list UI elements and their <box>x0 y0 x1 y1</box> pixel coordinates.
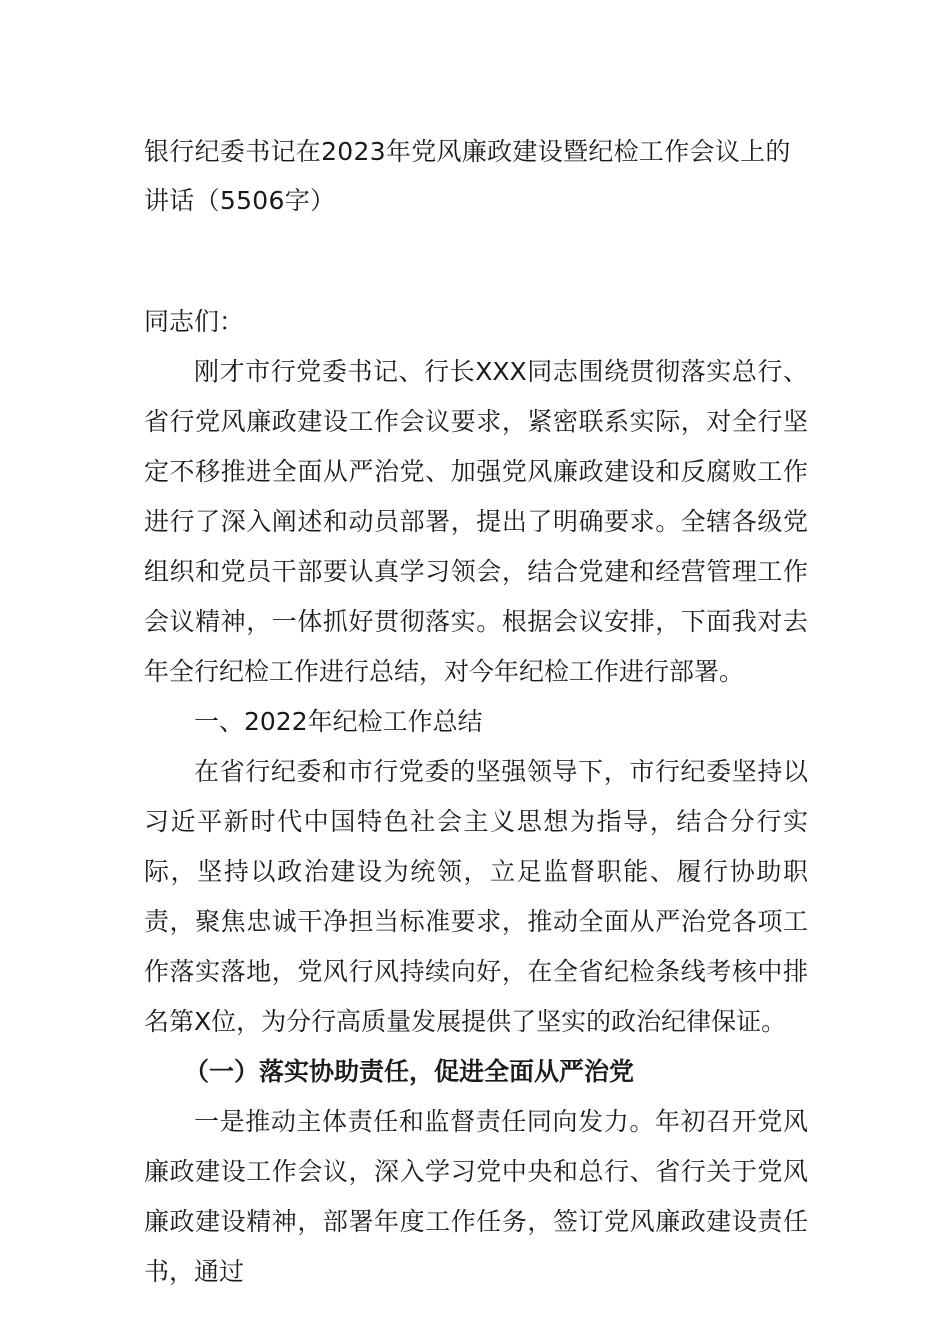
salutation: 同志们： <box>144 307 245 336</box>
document-body <box>144 127 808 1297</box>
section-paragraph: 在省行纪委和市行党委的坚强领导下，市行纪委坚持以习近平新时代中国特色社会主义思想为指导，结合分行实际，坚持以政治建设为统领，立足监督职能、履行协助职责，聚焦忠诚干净担当标准要求，推动全面从严治党各项工作落实落地，党风行风持续向好，在全省纪检条线考核中排名第X位，为分行高质量发展提供了坚实的政治纪律保证。 <box>144 757 808 1036</box>
subsection-heading: （一）落实协助责任，促进全面从严治党 <box>184 1057 635 1086</box>
document-title: 银行纪委书记在2023年党风廉政建设暨纪检工作会议上的讲话（5506字） <box>144 137 791 215</box>
section-heading-summary: 一、2022年纪检工作总结 <box>194 707 483 736</box>
subsection-paragraph: 一是推动主体责任和监督责任同向发力。年初召开党风廉政建设工作会议，深入学习党中央和总行、省行关于党风廉政建设精神，部署年度工作任务，签订党风廉政建设责任书，通过 <box>144 1107 808 1286</box>
intro-paragraph: 刚才市行党委书记、行长XXX同志围绕贯彻落实总行、省行党风廉政建设工作会议要求，紧密联系实际，对全行坚定不移推进全面从严治党、加强党风廉政建设和反腐败工作进行了深入阐述和动员部署，提出了明确要求。全辖各级党组织和党员干部要认真学习领会，结合党建和经营管理工作会议精神，一体抓好贯彻落实。根据会议安排，下面我对去年全行纪检工作进行总结，对今年纪检工作进行部署。 <box>144 357 808 686</box>
